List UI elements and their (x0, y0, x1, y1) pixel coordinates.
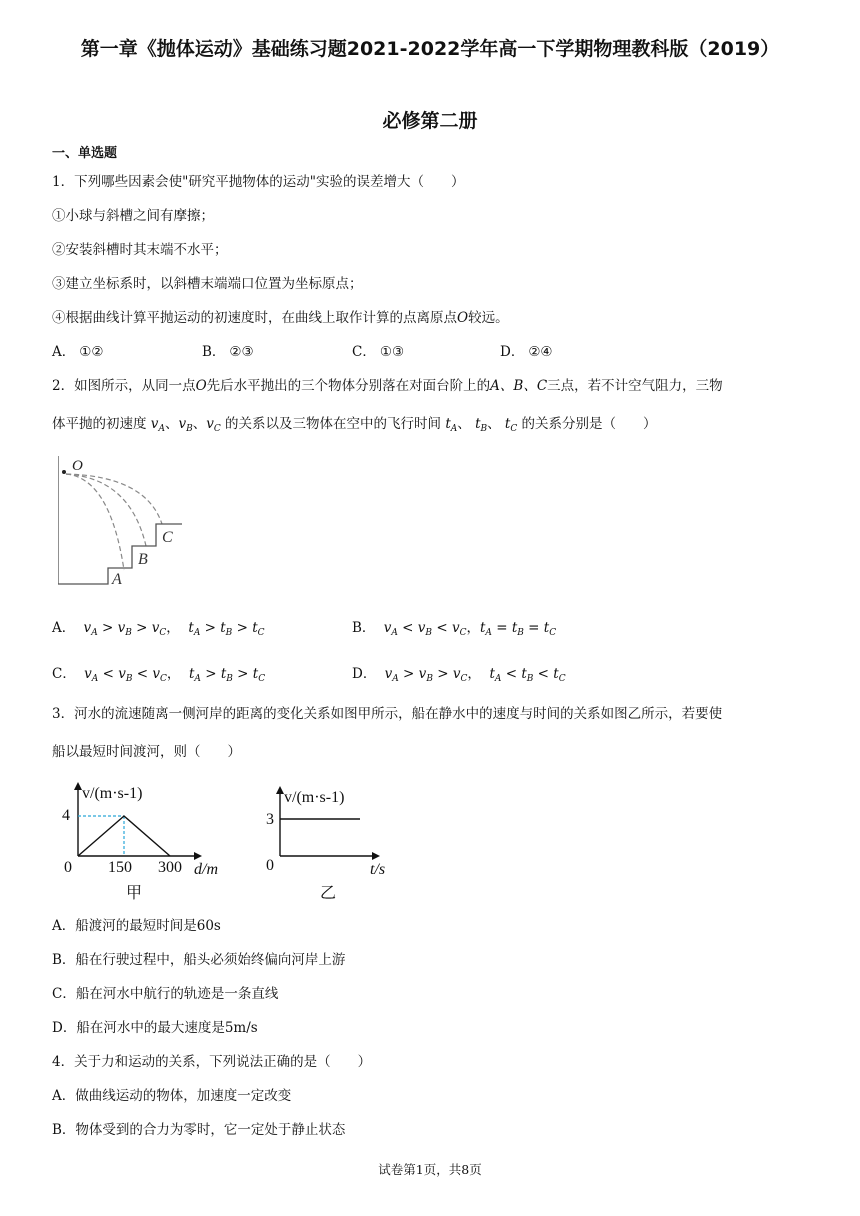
yi-caption: 乙 (320, 885, 337, 902)
yi-origin: 0 (266, 857, 274, 874)
page-title: 第一章《抛体运动》基础练习题2021-2022学年高一下学期物理教科版（2019） (80, 38, 780, 60)
section-heading: 一、单选题 (52, 146, 118, 161)
q3-figure-jia (56, 780, 246, 904)
fig-label-b: B (138, 551, 148, 568)
q4-option-b: B．物体受到的合力为零时，它一定处于静止状态 (52, 1122, 346, 1138)
jia-caption: 甲 (126, 885, 143, 902)
q2-stem-line2: 体平抛的初速度 $v_A$、$v_B$、$v_C$ 的关系以及三物体在空中的飞行时间 $t_A$、 $t_B$、 $t_C$ 的关系分别是（ ） (52, 416, 657, 434)
q3-option-d: D．船在河水中的最大速度是5m/s (52, 1020, 258, 1036)
q1-item-1: ①小球与斜槽之间有摩擦； (52, 208, 214, 224)
q1-stem: 1．下列哪些因素会使"研究平抛物体的运动"实验的误差增大（ ） (52, 174, 465, 190)
page-title-line2: 必修第二册 (382, 110, 478, 132)
q3-stem-line1: 3．河水的流速随离一侧河岸的距离的变化关系如图甲所示，船在静水中的速度与时间的关系如图乙所示，若要使 (52, 706, 723, 722)
q3-figure-yi (262, 784, 412, 908)
q4-stem: 4．关于力和运动的关系，下列说法正确的是（ ） (52, 1054, 372, 1070)
jia-x-tick-150: 150 (108, 859, 132, 876)
q2-option-d: D． $v_A > v_B > v_C$， $t_A < t_B < t_C$ (352, 666, 566, 684)
q2-stairs-figure (58, 452, 198, 592)
jia-y-tick: 4 (62, 807, 70, 824)
q1-item-4: ④根据曲线计算平抛运动的初速度时，在曲线上取作计算的点离原点O较远。 (52, 310, 509, 326)
q2-option-b: B． $v_A < v_B < v_C$，$t_A = t_B = t_C$ (352, 620, 557, 638)
q2-option-a: A． $v_A > v_B > v_C$， $t_A > t_B > t_C$ (52, 620, 265, 638)
q1-option-c: C． ①③ (352, 344, 405, 360)
q3-stem-line2: 船以最短时间渡河，则（ ） (52, 744, 241, 760)
page-footer: 试卷第1页，共8页 (378, 1162, 482, 1177)
jia-origin: 0 (64, 859, 72, 876)
fig-label-c: C (162, 529, 173, 546)
q1-item-2: ②安装斜槽时其末端不水平； (52, 242, 228, 258)
fig-label-a: A (112, 571, 122, 588)
jia-xlabel: d/m (194, 861, 218, 878)
q3-option-c: C．船在河水中航行的轨迹是一条直线 (52, 986, 279, 1002)
q2-stem-line1: 2．如图所示，从同一点O先后水平抛出的三个物体分别落在对面台阶上的A、B、C三点，若不计空气阻力，三物 (52, 378, 723, 394)
q3-option-b: B．船在行驶过程中，船头必须始终偏向河岸上游 (52, 952, 346, 968)
jia-x-tick-300: 300 (158, 859, 182, 876)
yi-xlabel: t/s (370, 861, 386, 878)
q3-option-a: A．船渡河的最短时间是60s (52, 918, 221, 934)
jia-ylabel: v/(m·s-1) (82, 785, 143, 802)
q1-option-a: A． ①② (52, 344, 104, 360)
yi-ylabel: v/(m·s-1) (284, 789, 345, 806)
q4-option-a: A．做曲线运动的物体，加速度一定改变 (52, 1088, 292, 1104)
q2-option-c: C． $v_A < v_B < v_C$， $t_A > t_B > t_C$ (52, 666, 266, 684)
q1-item-3: ③建立坐标系时，以斜槽末端端口位置为坐标原点； (52, 276, 363, 292)
q1-option-b: B． ②③ (202, 344, 254, 360)
yi-y-tick: 3 (266, 811, 274, 828)
fig-label-o: O (72, 458, 83, 474)
q1-option-d: D． ②④ (500, 344, 553, 360)
